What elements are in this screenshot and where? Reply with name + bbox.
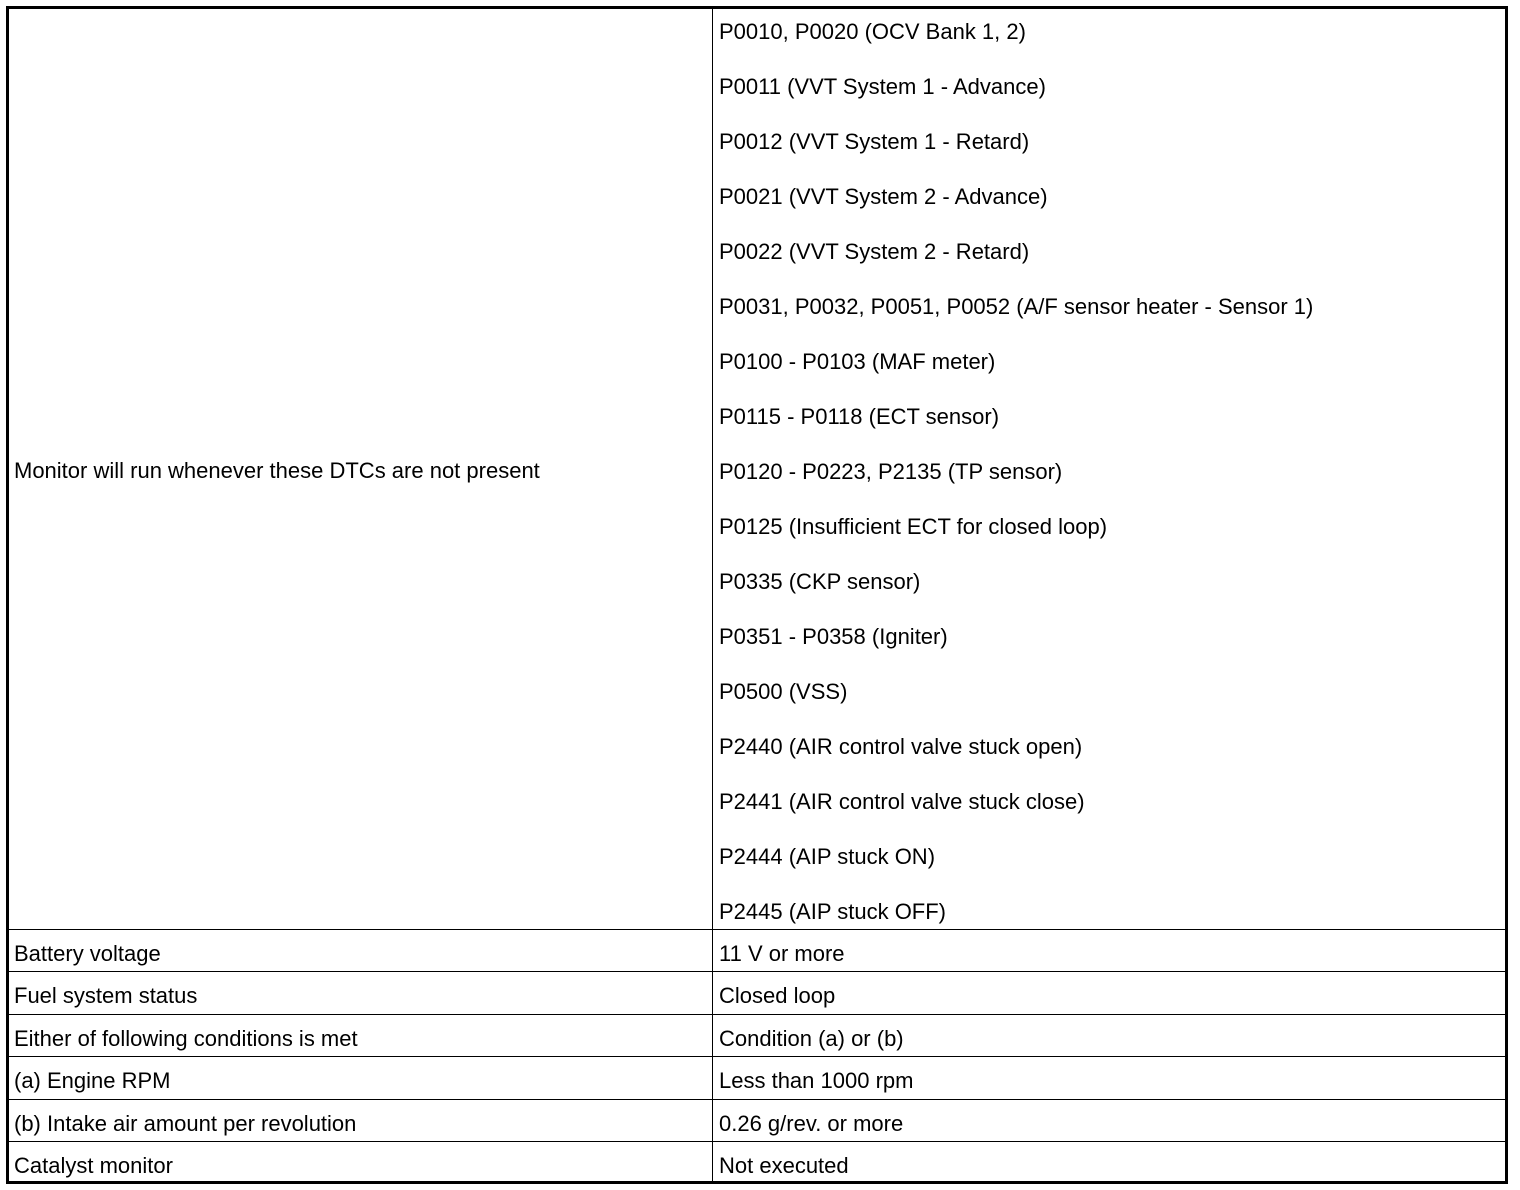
condition-value: Condition (a) or (b) <box>719 1026 904 1051</box>
dtc-code: P0010, P0020 (OCV Bank 1, 2) <box>719 19 1026 44</box>
condition-value: Not executed <box>719 1153 849 1178</box>
condition-item: Battery voltage <box>14 941 161 966</box>
dtc-code: P0100 - P0103 (MAF meter) <box>719 349 996 374</box>
condition-value: 11 V or more <box>719 941 845 966</box>
dtc-code: P2441 (AIR control valve stuck close) <box>719 789 1085 814</box>
condition-item: (a) Engine RPM <box>14 1068 171 1093</box>
row-separator <box>9 971 1505 972</box>
dtc-code: P0500 (VSS) <box>719 679 848 704</box>
dtc-code: P0351 - P0358 (Igniter) <box>719 624 948 649</box>
dtc-section-label: Monitor will run whenever these DTCs are not present <box>14 458 540 483</box>
row-separator <box>9 929 1505 930</box>
dtc-code: P0022 (VVT System 2 - Retard) <box>719 239 1030 264</box>
dtc-code: P0335 (CKP sensor) <box>719 569 921 594</box>
condition-item: Either of following conditions is met <box>14 1026 358 1051</box>
condition-value: 0.26 g/rev. or more <box>719 1111 904 1136</box>
dtc-code: P0021 (VVT System 2 - Advance) <box>719 184 1048 209</box>
row-separator <box>9 1141 1505 1142</box>
dtc-code: P2445 (AIP stuck OFF) <box>719 899 947 924</box>
conditions-table <box>6 6 1508 1184</box>
condition-value: Less than 1000 rpm <box>719 1068 914 1093</box>
condition-value: Closed loop <box>719 983 836 1008</box>
dtc-code: P0012 (VVT System 1 - Retard) <box>719 129 1030 154</box>
dtc-code: P0115 - P0118 (ECT sensor) <box>719 404 1000 429</box>
dtc-code: P2444 (AIP stuck ON) <box>719 844 936 869</box>
dtc-code: P0031, P0032, P0051, P0052 (A/F sensor heater - Sensor 1) <box>719 294 1314 319</box>
row-separator <box>9 1099 1505 1100</box>
dtc-code: P0125 (Insufficient ECT for closed loop) <box>719 514 1108 539</box>
row-separator <box>9 1056 1505 1057</box>
condition-item: (b) Intake air amount per revolution <box>14 1111 357 1136</box>
dtc-code: P2440 (AIR control valve stuck open) <box>719 734 1083 759</box>
condition-item: Catalyst monitor <box>14 1153 173 1178</box>
dtc-code: P0120 - P0223, P2135 (TP sensor) <box>719 459 1063 484</box>
row-separator <box>9 1014 1505 1015</box>
column-divider <box>712 9 713 1181</box>
condition-item: Fuel system status <box>14 983 198 1008</box>
dtc-code: P0011 (VVT System 1 - Advance) <box>719 74 1046 99</box>
